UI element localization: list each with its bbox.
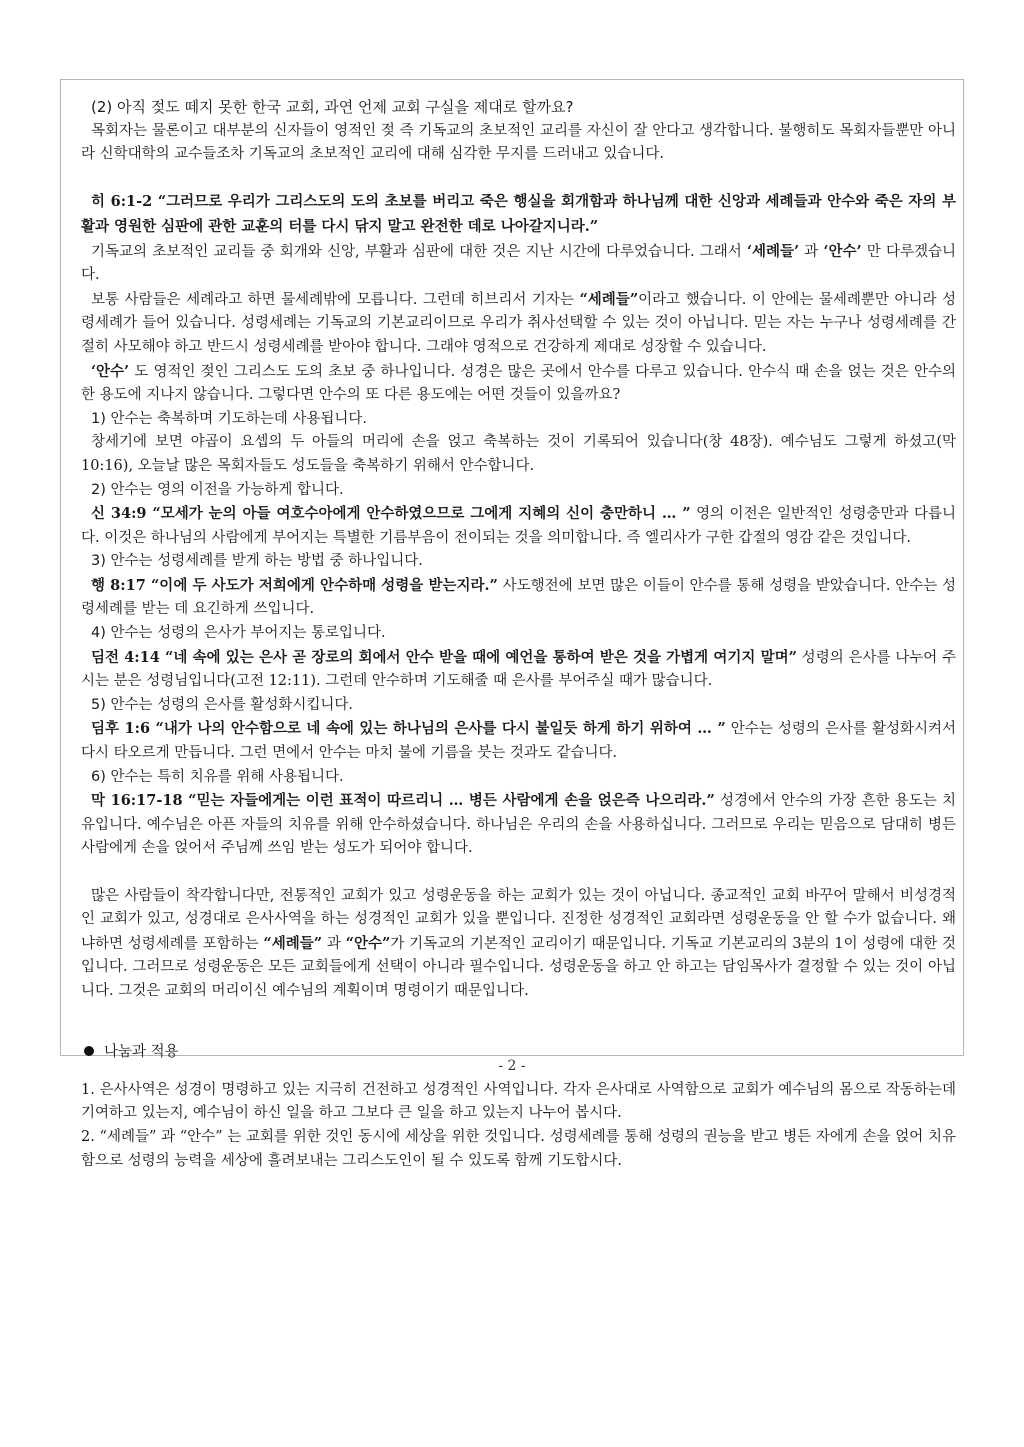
section-heading: (2) 아직 젖도 떼지 못한 한국 교회, 과연 언제 교회 구실을 제대로 할까요? <box>91 98 574 116</box>
scripture-quote <box>81 190 956 239</box>
paragraph: 기독교의 초보적인 교리들 중 회개와 신앙, 부활과 심판에 대한 것은 지난 시간에 다루었습니다. 그래서 ‘세례들’ 과 ‘안수’ 만 다루겠습니다. <box>81 242 957 284</box>
verse-hebrews: 히 6:1-2 “그러므로 우리가 그리스도의 도의 초보를 버리고 죽은 행실을 회개함과 하나님께 대한 신앙과 세례들과 안수와 죽은 자의 부활과 영원한 심판에 관한 교훈의 터를 다시 닦지 말고 완전한 데로 나아갈지니라.” <box>81 193 956 235</box>
page-number: - 2 - <box>498 1058 526 1074</box>
point-title-1: 1) 안수는 축복하며 기도하는데 사용됩니다. <box>91 410 368 427</box>
paragraph: 목회자는 물론이고 대부분의 신자들이 영적인 젖 즉 기독교의 초보적인 교리를 자신이 잘 안다고 생각합니다. 불행히도 목회자들뿐만 아니라 신학대학의 교수들조차 기독교의 초보적인 교리에 대해 심각한 무지를 드러내고 있습니다. <box>81 122 956 163</box>
verse-mark: 막 16:17-18 “믿는 자들에게는 이런 표적이 따르리니 … 병든 사람에게 손을 얹은즉 나으리라.” <box>91 792 715 810</box>
point-title-5: 5) 안수는 성령의 은사를 활성화시킵니다. <box>91 696 354 713</box>
document-body <box>81 96 956 1173</box>
point-body-2: 신 34:9 “모세가 눈의 아들 여호수아에게 안수하였으므로 그에게 지혜의 신이 충만하니 … ” 영의 이전은 일반적인 성령충만과 다릅니다. 이것은 하나님의 사람에게 부어지는 특별한 기름부음이 전이되는 것을 의미합니다. 즉 엘리사가 구한 갑절의 영감 같은 것입니다. <box>81 505 957 546</box>
point-body-1: 창세기에 보면 야곱이 요셉의 두 아들의 머리에 손을 얹고 축복하는 것이 기록되어 있습니다(창 48장). 예수님도 그렇게 하셨고(막 10:16), 오늘날 많은 목회자들도 성도들을 축복하기 위해서 안수합니다. <box>81 434 956 474</box>
point-title-3: 3) 안수는 성령세례를 받게 하는 방법 중 하나입니다. <box>91 553 423 570</box>
bullet-icon <box>84 1046 94 1056</box>
point-body-4: 딤전 4:14 “네 속에 있는 은사 곧 장로의 회에서 안수 받을 때에 예언을 통하여 받은 것을 가볍게 여기지 말며” 성령의 은사를 나누어 주시는 분은 성령님입니다(고전 12:11). 그런데 안수하며 기도해줄 때 은사를 부어주실 때가 많습니다. <box>81 648 956 690</box>
verse-acts: 행 8:17 “이에 두 사도가 저희에게 안수하매 성령을 받는지라.” <box>91 576 498 594</box>
sharing-heading: 나눔과 적용 <box>81 1041 956 1065</box>
paragraph: 보통 사람들은 세례라고 하면 물세례밖에 모릅니다. 그런데 히브리서 기자는 “세례들”이라고 했습니다. 이 안에는 물세례뿐만 아니라 성령세례가 들어 있습니다. 성령세례는 기독교의 기본교리이므로 우리가 취사선택할 수 있는 것이 아닙니다. 믿는 자는 누구나 성령세례를 간절히 사모해야 하고 반드시 성령세례를 받아야 합니다. 그래야 영적으로 건강하게 제대로 성장할 수 있습니다. <box>81 290 956 355</box>
conclusion-paragraph: 많은 사람들이 착각합니다만, 전통적인 교회가 있고 성령운동을 하는 교회가 있는 것이 아닙니다. 종교적인 교회 바꾸어 말해서 비성경적인 교회가 있고, 성경대로 은사사역을 하는 성경적인 교회가 있을 뿐입니다. 진정한 성경적인 교회라면 성령운동을 안 할 수가 없습니다. 왜냐하면 성령세례를 포함하는 “세례들” 과 “안수”가 기독교의 기본적인 교리이기 때문입니다. 기독교 기본교리의 3분의 1이 성령에 대한 것입니다. 그러므로 성령운동은 모든 교회들에게 선택이 아니라 필수입니다. 성령운동을 하고 안 하고는 담임목사가 결정할 수 있는 것이 아닙니다. 그것은 교회의 머리이신 예수님의 계획이며 명령이기 때문입니다. <box>81 887 956 999</box>
point-title-2: 2) 안수는 영의 이전을 가능하게 합니다. <box>91 481 344 498</box>
verse-deuteronomy: 신 34:9 “모세가 눈의 아들 여호수아에게 안수하였으므로 그에게 지혜의 신이 충만하니 … ” <box>91 505 691 523</box>
sharing-item-1: 1. 은사사역은 성경이 명령하고 있는 지극히 건전하고 성경적인 사역입니다. 각자 은사대로 사역함으로 교회가 예수님의 몸으로 작동하는데 기여하고 있는지, 예수님이 하신 일을 하고 그보다 큰 일을 하고 있는지 나누어 봅시다. <box>81 1081 956 1122</box>
verse-1-timothy: 딤전 4:14 “네 속에 있는 은사 곧 장로의 회에서 안수 받을 때에 예언을 통하여 받은 것을 가볍게 여기지 말며” <box>91 648 797 666</box>
sharing-item-2: 2. “세례들” 과 “안수” 는 교회를 위한 것인 동시에 세상을 위한 것입니다. 성령세례를 통해 성령의 권능을 받고 병든 자에게 손을 얹어 치유함으로 성령의 능력을 세상에 흘려보내는 그리스도인이 될 수 있도록 함께 기도합시다. <box>81 1128 956 1169</box>
point-title-6: 6) 안수는 특히 치유를 위해 사용됩니다. <box>91 768 344 785</box>
point-title-4: 4) 안수는 성령의 은사가 부어지는 통로입니다. <box>91 625 386 642</box>
point-body-6: 막 16:17-18 “믿는 자들에게는 이런 표적이 따르리니 … 병든 사람에게 손을 얹은즉 나으리라.” 성경에서 안수의 가장 흔한 용도는 치유입니다. 예수님은 아픈 자들의 치유를 위해 안수하셨습니다. 하나님은 우리의 손을 사용하십니다. 그러므로 우리는 믿음으로 담대히 병든 사람에게 손을 얹어서 주님께 쓰임 받는 성도가 되어야 합니다. <box>81 792 956 857</box>
point-body-3: 행 8:17 “이에 두 사도가 저희에게 안수하매 성령을 받는지라.” 사도행전에 보면 많은 이들이 안수를 통해 성령을 받았습니다. 안수는 성령세례를 받는 데 요긴하게 쓰입니다. <box>81 576 956 618</box>
verse-2-timothy: 딤후 1:6 “내가 나의 안수함으로 네 속에 있는 하나님의 은사를 다시 불일듯 하게 하기 위하여 … ” <box>91 720 726 738</box>
paragraph: ‘안수’ 도 영적인 젖인 그리스도 도의 초보 중 하나입니다. 성경은 많은 곳에서 안수를 다루고 있습니다. 안수식 때 손을 얹는 것은 안수의 한 용도에 지나지 않습니다. 그렇다면 안수의 또 다른 용도에는 어떤 것들이 있을까요? <box>81 362 956 404</box>
point-body-5: 딤후 1:6 “내가 나의 안수함으로 네 속에 있는 하나님의 은사를 다시 불일듯 하게 하기 위하여 … ” 안수는 성령의 은사를 활성화시켜서 다시 타오르게 만듭니다. 그런 면에서 안수는 마치 불에 기름을 붓는 것과도 같습니다. <box>81 720 956 762</box>
